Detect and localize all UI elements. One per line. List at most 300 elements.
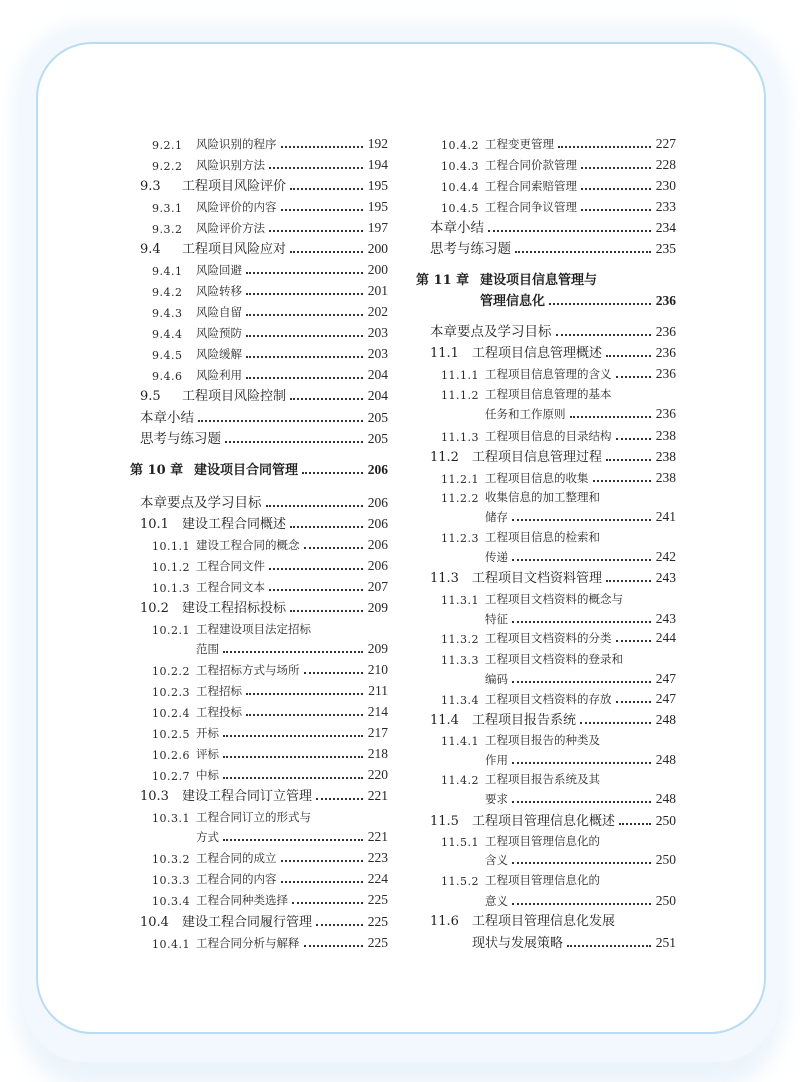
- toc-entry[interactable]: [152, 805, 388, 825]
- toc-entry-title: 工程合同种类选择: [196, 893, 288, 907]
- toc-entry-number: 10.3.1: [152, 812, 190, 825]
- toc-entry[interactable]: [441, 647, 676, 667]
- dot-leader: [281, 856, 364, 862]
- toc-page-number: 206: [367, 558, 388, 573]
- toc-entry[interactable]: [441, 728, 676, 748]
- toc-entry-number: 9.3.1: [152, 202, 183, 215]
- toc-entry-title: 工程项目信息管理概述: [472, 346, 603, 361]
- toc-entry[interactable]: [441, 195, 676, 215]
- toc-chapter-heading[interactable]: [130, 458, 388, 478]
- dot-leader: [616, 434, 652, 440]
- toc-entry-title: 建设工程合同概述: [182, 517, 287, 532]
- toc-entry[interactable]: [485, 607, 676, 627]
- toc-page-number: 192: [367, 136, 388, 151]
- toc-entry-title: 方式: [196, 830, 219, 844]
- toc-page-number: 248: [655, 712, 676, 727]
- toc-entry-title: 工程合同争议管理: [485, 200, 577, 214]
- dot-leader: [292, 898, 363, 904]
- dot-leader: [246, 289, 363, 295]
- toc-entry[interactable]: [140, 784, 388, 804]
- toc-page-number: 234: [655, 220, 676, 235]
- toc-entry-title: 工程合同的成立: [196, 851, 277, 865]
- toc-entry[interactable]: [196, 825, 388, 845]
- toc-entry-title: 工程项目文档资料管理: [472, 571, 603, 586]
- toc-page-number: 236: [655, 366, 676, 381]
- toc-entry-title: 工程项目报告系统及其: [485, 772, 600, 786]
- toc-entry-title: 开标: [196, 726, 219, 740]
- toc-page-number: 207: [367, 579, 388, 594]
- dot-leader: [269, 585, 363, 591]
- toc-entry[interactable]: [430, 566, 676, 586]
- toc-entry[interactable]: [152, 846, 388, 866]
- toc-page-number: 197: [367, 220, 388, 235]
- toc-entry-title: 风险自留: [196, 305, 242, 319]
- toc-entry[interactable]: [152, 153, 388, 173]
- toc-entry[interactable]: [140, 427, 388, 447]
- toc-entry-number: 9.4.3: [152, 307, 183, 320]
- toc-entry-title: 工程合同订立的形式与: [196, 810, 311, 824]
- toc-page-number: 248: [655, 752, 676, 767]
- toc-entry[interactable]: [430, 708, 676, 728]
- toc-entry-title: 意义: [485, 894, 508, 908]
- dot-leader: [269, 226, 363, 232]
- dot-leader: [512, 515, 651, 521]
- toc-page-number: 210: [367, 662, 388, 677]
- toc-entry[interactable]: [485, 402, 676, 422]
- toc-entry-title: 工程项目风险应对: [182, 242, 287, 257]
- toc-entry[interactable]: [430, 809, 676, 829]
- toc-entry-title: 思考与练习题: [430, 241, 511, 257]
- toc-entry[interactable]: [441, 525, 676, 545]
- dot-leader: [316, 920, 363, 926]
- toc-entry[interactable]: [430, 237, 676, 257]
- dot-leader: [269, 163, 363, 169]
- toc-page-number: 203: [367, 346, 388, 361]
- toc-entry-number: 10.2.7: [152, 770, 190, 783]
- toc-entry[interactable]: [485, 848, 676, 868]
- toc-entry[interactable]: [152, 258, 388, 278]
- toc-entry-title: 工程项目信息的目录结构: [485, 429, 612, 443]
- dot-leader: [223, 835, 363, 841]
- toc-entry-title: 建设工程招标投标: [182, 601, 287, 616]
- dot-leader: [549, 299, 651, 305]
- dot-leader: [246, 331, 363, 337]
- toc-entry-title: 本章要点及学习目标: [430, 324, 552, 340]
- dot-leader: [512, 758, 651, 764]
- toc-entry-number: 10.2.6: [152, 749, 190, 762]
- toc-entry[interactable]: [472, 931, 676, 951]
- toc-entry-title: 工程变更管理: [485, 137, 554, 151]
- dot-leader: [316, 794, 363, 800]
- toc-entry-number: 9.3.2: [152, 223, 183, 236]
- dot-leader: [281, 877, 364, 883]
- toc-entry-number: 11.3.3: [441, 654, 479, 667]
- toc-page-number: 225: [367, 935, 388, 950]
- toc-entry[interactable]: [441, 587, 676, 607]
- toc-entry-title: 思考与练习题: [140, 431, 221, 447]
- toc-entry-title: 风险评价方法: [196, 221, 265, 235]
- toc-page-number: 238: [655, 470, 676, 485]
- toc-entry-number: 10.4.3: [441, 160, 479, 173]
- toc-entry[interactable]: [140, 512, 388, 532]
- toc-page-number: 209: [367, 641, 388, 656]
- dot-leader: [246, 710, 363, 716]
- toc-entry-number: 9.4.1: [152, 265, 183, 278]
- toc-page-number: 235: [655, 241, 676, 256]
- toc-entry-number: 10.3: [140, 789, 169, 804]
- toc-entry-title: 工程项目信息的检索和: [485, 530, 600, 544]
- toc-page-number: 206: [367, 516, 388, 531]
- toc-entry-title: 风险评价的内容: [196, 200, 277, 214]
- toc-entry-number: 11.4.2: [441, 774, 479, 787]
- dot-leader: [515, 247, 651, 253]
- toc-entry-number: 10.2.1: [152, 624, 190, 637]
- dot-leader: [512, 617, 651, 623]
- toc-entry[interactable]: [485, 667, 676, 687]
- toc-entry[interactable]: [430, 445, 676, 465]
- toc-entry[interactable]: [152, 279, 388, 299]
- toc-entry[interactable]: [152, 554, 388, 574]
- toc-entry-title: 风险预防: [196, 326, 242, 340]
- toc-page-number: 224: [367, 871, 388, 886]
- toc-entry-title: 工程项目文档资料的存放: [485, 692, 612, 706]
- toc-entry[interactable]: [430, 909, 676, 929]
- toc-entry[interactable]: [152, 721, 388, 741]
- toc-entry-title: 管理信息化: [480, 294, 546, 309]
- toc-page-number: 242: [655, 549, 676, 564]
- dot-leader: [512, 797, 651, 803]
- dot-leader: [198, 416, 363, 422]
- toc-entry[interactable]: [441, 382, 676, 402]
- toc-entry-title: 风险识别方法: [196, 158, 265, 172]
- dot-leader: [593, 476, 652, 482]
- toc-entry[interactable]: [152, 575, 388, 595]
- toc-entry-number: 11.3: [430, 571, 459, 586]
- toc-entry-number: 9.3: [140, 179, 161, 194]
- toc-page-number: 250: [655, 852, 676, 867]
- toc-entry[interactable]: [140, 596, 388, 616]
- toc-entry-number: 9.2.2: [152, 160, 183, 173]
- dot-leader: [558, 142, 651, 148]
- toc-entry-number: 9.4: [140, 242, 161, 257]
- toc-entry-title: 工程合同文件: [196, 559, 265, 573]
- toc-entry-number: 9.4.4: [152, 328, 183, 341]
- toc-entry-number: 11.2.3: [441, 532, 479, 545]
- toc-page-number: 248: [655, 791, 676, 806]
- dot-leader: [304, 941, 364, 947]
- toc-entry-title: 任务和工作原则: [485, 407, 566, 421]
- toc-page-number: 211: [368, 683, 388, 698]
- toc-chapter-heading[interactable]: [416, 268, 676, 288]
- toc-entry-title: 工程项目管理信息化的: [485, 834, 600, 848]
- toc-entry-title: 工程项目管理信息化的: [485, 873, 600, 887]
- toc-entry[interactable]: [152, 363, 388, 383]
- toc-entry-title: 工程投标: [196, 705, 242, 719]
- toc-entry[interactable]: [140, 237, 388, 257]
- toc-entry[interactable]: [152, 617, 388, 637]
- toc-entry[interactable]: [152, 658, 388, 678]
- toc-entry[interactable]: [485, 787, 676, 807]
- toc-entry-number: 11.4.1: [441, 735, 479, 748]
- dot-leader: [512, 858, 651, 864]
- dot-leader: [290, 606, 363, 612]
- toc-entry[interactable]: [152, 931, 388, 951]
- toc-entry-title: 工程合同文本: [196, 580, 265, 594]
- toc-entry-title: 工程项目信息管理过程: [472, 450, 603, 465]
- toc-entry[interactable]: [430, 341, 676, 361]
- dot-leader: [302, 468, 363, 474]
- toc-entry-number: 10.4: [140, 915, 169, 930]
- toc-entry-number: 11.3.2: [441, 633, 479, 646]
- toc-page-number: 204: [367, 388, 388, 403]
- toc-entry-number: 11.1.2: [441, 389, 479, 402]
- toc-entry[interactable]: [152, 763, 388, 783]
- dot-leader: [225, 437, 363, 443]
- dot-leader: [223, 731, 363, 737]
- dot-leader: [223, 752, 363, 758]
- toc-entry-title: 风险利用: [196, 368, 242, 382]
- toc-entry-title: 工程建设项目法定招标: [196, 622, 311, 636]
- toc-page-number: 206: [367, 495, 388, 510]
- toc-entry-title: 范围: [196, 642, 219, 656]
- toc-entry[interactable]: [140, 384, 388, 404]
- toc-page-number: 250: [655, 813, 676, 828]
- toc-entry-title: 工程合同分析与解释: [196, 936, 300, 950]
- toc-page-number: 233: [655, 199, 676, 214]
- toc-page-number: 251: [655, 935, 676, 950]
- toc-entry-number: 11.5.2: [441, 875, 479, 888]
- toc-page-number: 221: [367, 829, 388, 844]
- toc-entry[interactable]: [140, 406, 388, 426]
- toc-entry-number: 9.4.6: [152, 370, 183, 383]
- toc-page-number: 236: [655, 345, 676, 360]
- toc-page-number: 236: [655, 324, 676, 339]
- toc-page-number: 202: [367, 304, 388, 319]
- toc-entry-number: 11.5.1: [441, 836, 479, 849]
- toc-entry-title: 本章小结: [430, 220, 484, 236]
- toc-entry[interactable]: [441, 687, 676, 707]
- toc-page-number: 244: [655, 630, 676, 645]
- toc-page-number: 247: [655, 691, 676, 706]
- toc-entry-number: 11.2: [430, 450, 459, 465]
- toc-entry[interactable]: [441, 829, 676, 849]
- toc-entry[interactable]: [152, 867, 388, 887]
- dot-leader: [223, 773, 363, 779]
- toc-page-number: 205: [367, 410, 388, 425]
- toc-entry-number: 11.2.1: [441, 473, 479, 486]
- toc-entry-number: 11.6: [430, 914, 459, 929]
- toc-entry-number: 10.4.1: [152, 938, 190, 951]
- toc-entry-number: 9.4.5: [152, 349, 183, 362]
- toc-entry-title: 本章小结: [140, 410, 194, 426]
- toc-entry[interactable]: [485, 505, 676, 525]
- toc-page-number: 238: [655, 428, 676, 443]
- toc-entry-title: 中标: [196, 768, 219, 782]
- dot-leader: [512, 899, 651, 905]
- toc-entry[interactable]: [441, 424, 676, 444]
- toc-entry[interactable]: [140, 174, 388, 194]
- dot-leader: [512, 555, 651, 561]
- toc-entry-title: 本章要点及学习目标: [140, 495, 262, 511]
- toc-page-number: 195: [367, 199, 388, 214]
- toc-entry[interactable]: [441, 485, 676, 505]
- dot-leader: [581, 163, 651, 169]
- toc-entry[interactable]: [441, 132, 676, 152]
- toc-entry-title: 编码: [485, 672, 508, 686]
- toc-entry-title: 工程项目管理信息化发展: [472, 914, 616, 929]
- dot-leader: [223, 647, 363, 653]
- toc-page-number: 243: [655, 570, 676, 585]
- toc-entry-title: 作用: [485, 753, 508, 767]
- toc-entry[interactable]: [152, 679, 388, 699]
- toc-entry[interactable]: [140, 910, 388, 930]
- dot-leader: [619, 819, 651, 825]
- dot-leader: [581, 205, 651, 211]
- dot-leader: [290, 184, 363, 190]
- toc-entry-number: 10.3.4: [152, 895, 190, 908]
- dot-leader: [281, 142, 364, 148]
- toc-entry[interactable]: [152, 321, 388, 341]
- toc-entry-number: 10.2.2: [152, 665, 190, 678]
- toc-entry[interactable]: [152, 700, 388, 720]
- toc-entry[interactable]: [196, 637, 388, 657]
- toc-entry-title: 收集信息的加工整理和: [485, 490, 600, 504]
- toc-entry[interactable]: [441, 362, 676, 382]
- toc-entry-number: 第 10 章: [130, 463, 184, 478]
- toc-entry-title: 工程项目信息的收集: [485, 471, 589, 485]
- toc-entry[interactable]: [140, 491, 388, 511]
- toc-entry[interactable]: [485, 748, 676, 768]
- dot-leader: [606, 351, 651, 357]
- toc-entry-title: 含义: [485, 853, 508, 867]
- toc-entry[interactable]: [485, 545, 676, 565]
- dot-leader: [246, 310, 363, 316]
- toc-entry-title: 传递: [485, 550, 508, 564]
- toc-entry-title: 工程项目文档资料的登录和: [485, 652, 623, 666]
- dot-leader: [616, 697, 652, 703]
- toc-page-number: 243: [655, 611, 676, 626]
- dot-leader: [512, 677, 651, 683]
- dot-leader: [606, 576, 651, 582]
- toc-page-number: 205: [367, 431, 388, 446]
- toc-entry-number: 9.2.1: [152, 139, 183, 152]
- toc-entry[interactable]: [441, 868, 676, 888]
- dot-leader: [556, 330, 652, 336]
- dot-leader: [488, 226, 651, 232]
- toc-entry-title: 建设项目信息管理与: [480, 273, 598, 288]
- dot-leader: [616, 636, 652, 642]
- toc-entry-title: 工程招标方式与场所: [196, 663, 300, 677]
- toc-entry[interactable]: [152, 195, 388, 215]
- toc-entry-title: 储存: [485, 510, 508, 524]
- toc-page-number: 209: [367, 600, 388, 615]
- toc-entry-number: 11.4: [430, 713, 459, 728]
- toc-entry-number: 10.4.4: [441, 181, 479, 194]
- toc-entry-title: 工程项目文档资料的概念与: [485, 592, 623, 606]
- toc-entry-number: 10.2: [140, 601, 169, 616]
- toc-entry-number: 第 11 章: [416, 273, 470, 288]
- toc-page-number: 204: [367, 367, 388, 382]
- toc-entry[interactable]: [441, 626, 676, 646]
- toc-entry-number: 10.1: [140, 517, 169, 532]
- toc-page-number: 221: [367, 788, 388, 803]
- toc-page-number: 217: [367, 725, 388, 740]
- toc-entry-title: 工程项目报告系统: [472, 713, 577, 728]
- toc-entry[interactable]: [152, 132, 388, 152]
- toc-page-number: 225: [367, 892, 388, 907]
- toc-entry-title: 工程招标: [196, 684, 242, 698]
- toc-entry-title: 风险转移: [196, 284, 242, 298]
- toc-entry[interactable]: [152, 742, 388, 762]
- toc-entry-title: 特征: [485, 612, 508, 626]
- dot-leader: [567, 941, 651, 947]
- toc-entry-number: 10.2.5: [152, 728, 190, 741]
- dot-leader: [290, 247, 363, 253]
- dot-leader: [304, 543, 364, 549]
- toc-entry-title: 工程项目信息管理的基本: [485, 387, 612, 401]
- toc-entry-number: 10.3.2: [152, 853, 190, 866]
- toc-entry-title: 评标: [196, 747, 219, 761]
- toc-entry[interactable]: [152, 342, 388, 362]
- toc-entry[interactable]: [441, 153, 676, 173]
- toc-entry-number: 11.1: [430, 346, 459, 361]
- toc-entry-title: 建设工程合同订立管理: [182, 789, 313, 804]
- toc-page-number: 194: [367, 157, 388, 172]
- toc-page-number: 200: [367, 241, 388, 256]
- toc-page-number: 203: [367, 325, 388, 340]
- toc-entry[interactable]: [152, 216, 388, 236]
- toc-entry-number: 10.1.1: [152, 540, 190, 553]
- toc-entry-title: 工程项目风险评价: [182, 179, 287, 194]
- toc-entry[interactable]: [485, 889, 676, 909]
- toc-page-number: 195: [367, 178, 388, 193]
- dot-leader: [290, 522, 363, 528]
- toc-entry[interactable]: [430, 320, 676, 340]
- toc-entry-title: 风险识别的程序: [196, 137, 277, 151]
- dot-leader: [290, 394, 363, 400]
- dot-leader: [269, 564, 363, 570]
- toc-entry-number: 11.3.4: [441, 694, 479, 707]
- toc-page-number: 228: [655, 157, 676, 172]
- dot-leader: [616, 372, 652, 378]
- toc-page-number: 250: [655, 893, 676, 908]
- toc-entry-title: 风险缓解: [196, 347, 242, 361]
- toc-entry[interactable]: [152, 533, 388, 553]
- toc-page-number: 230: [655, 178, 676, 193]
- toc-page-number: 220: [367, 767, 388, 782]
- toc-entry[interactable]: [152, 888, 388, 908]
- toc-entry-number: 11.1.3: [441, 431, 479, 444]
- toc-entry-number: 11.1.1: [441, 369, 479, 382]
- dot-leader: [246, 268, 363, 274]
- toc-chapter-heading[interactable]: [480, 289, 676, 309]
- toc-entry-number: 10.3.3: [152, 874, 190, 887]
- dot-leader: [266, 501, 364, 507]
- toc-entry[interactable]: [441, 767, 676, 787]
- toc-entry[interactable]: [441, 466, 676, 486]
- toc-page-number: 206: [367, 537, 388, 552]
- toc-entry[interactable]: [152, 300, 388, 320]
- dot-leader: [281, 205, 364, 211]
- toc-entry[interactable]: [441, 174, 676, 194]
- toc-page-number: 238: [655, 449, 676, 464]
- toc-entry-title: 风险回避: [196, 263, 242, 277]
- toc-entry-title: 要求: [485, 792, 508, 806]
- toc-page-number: 236: [655, 293, 676, 308]
- dot-leader: [246, 352, 363, 358]
- toc-entry-number: 10.2.4: [152, 707, 190, 720]
- toc-entry[interactable]: [430, 216, 676, 236]
